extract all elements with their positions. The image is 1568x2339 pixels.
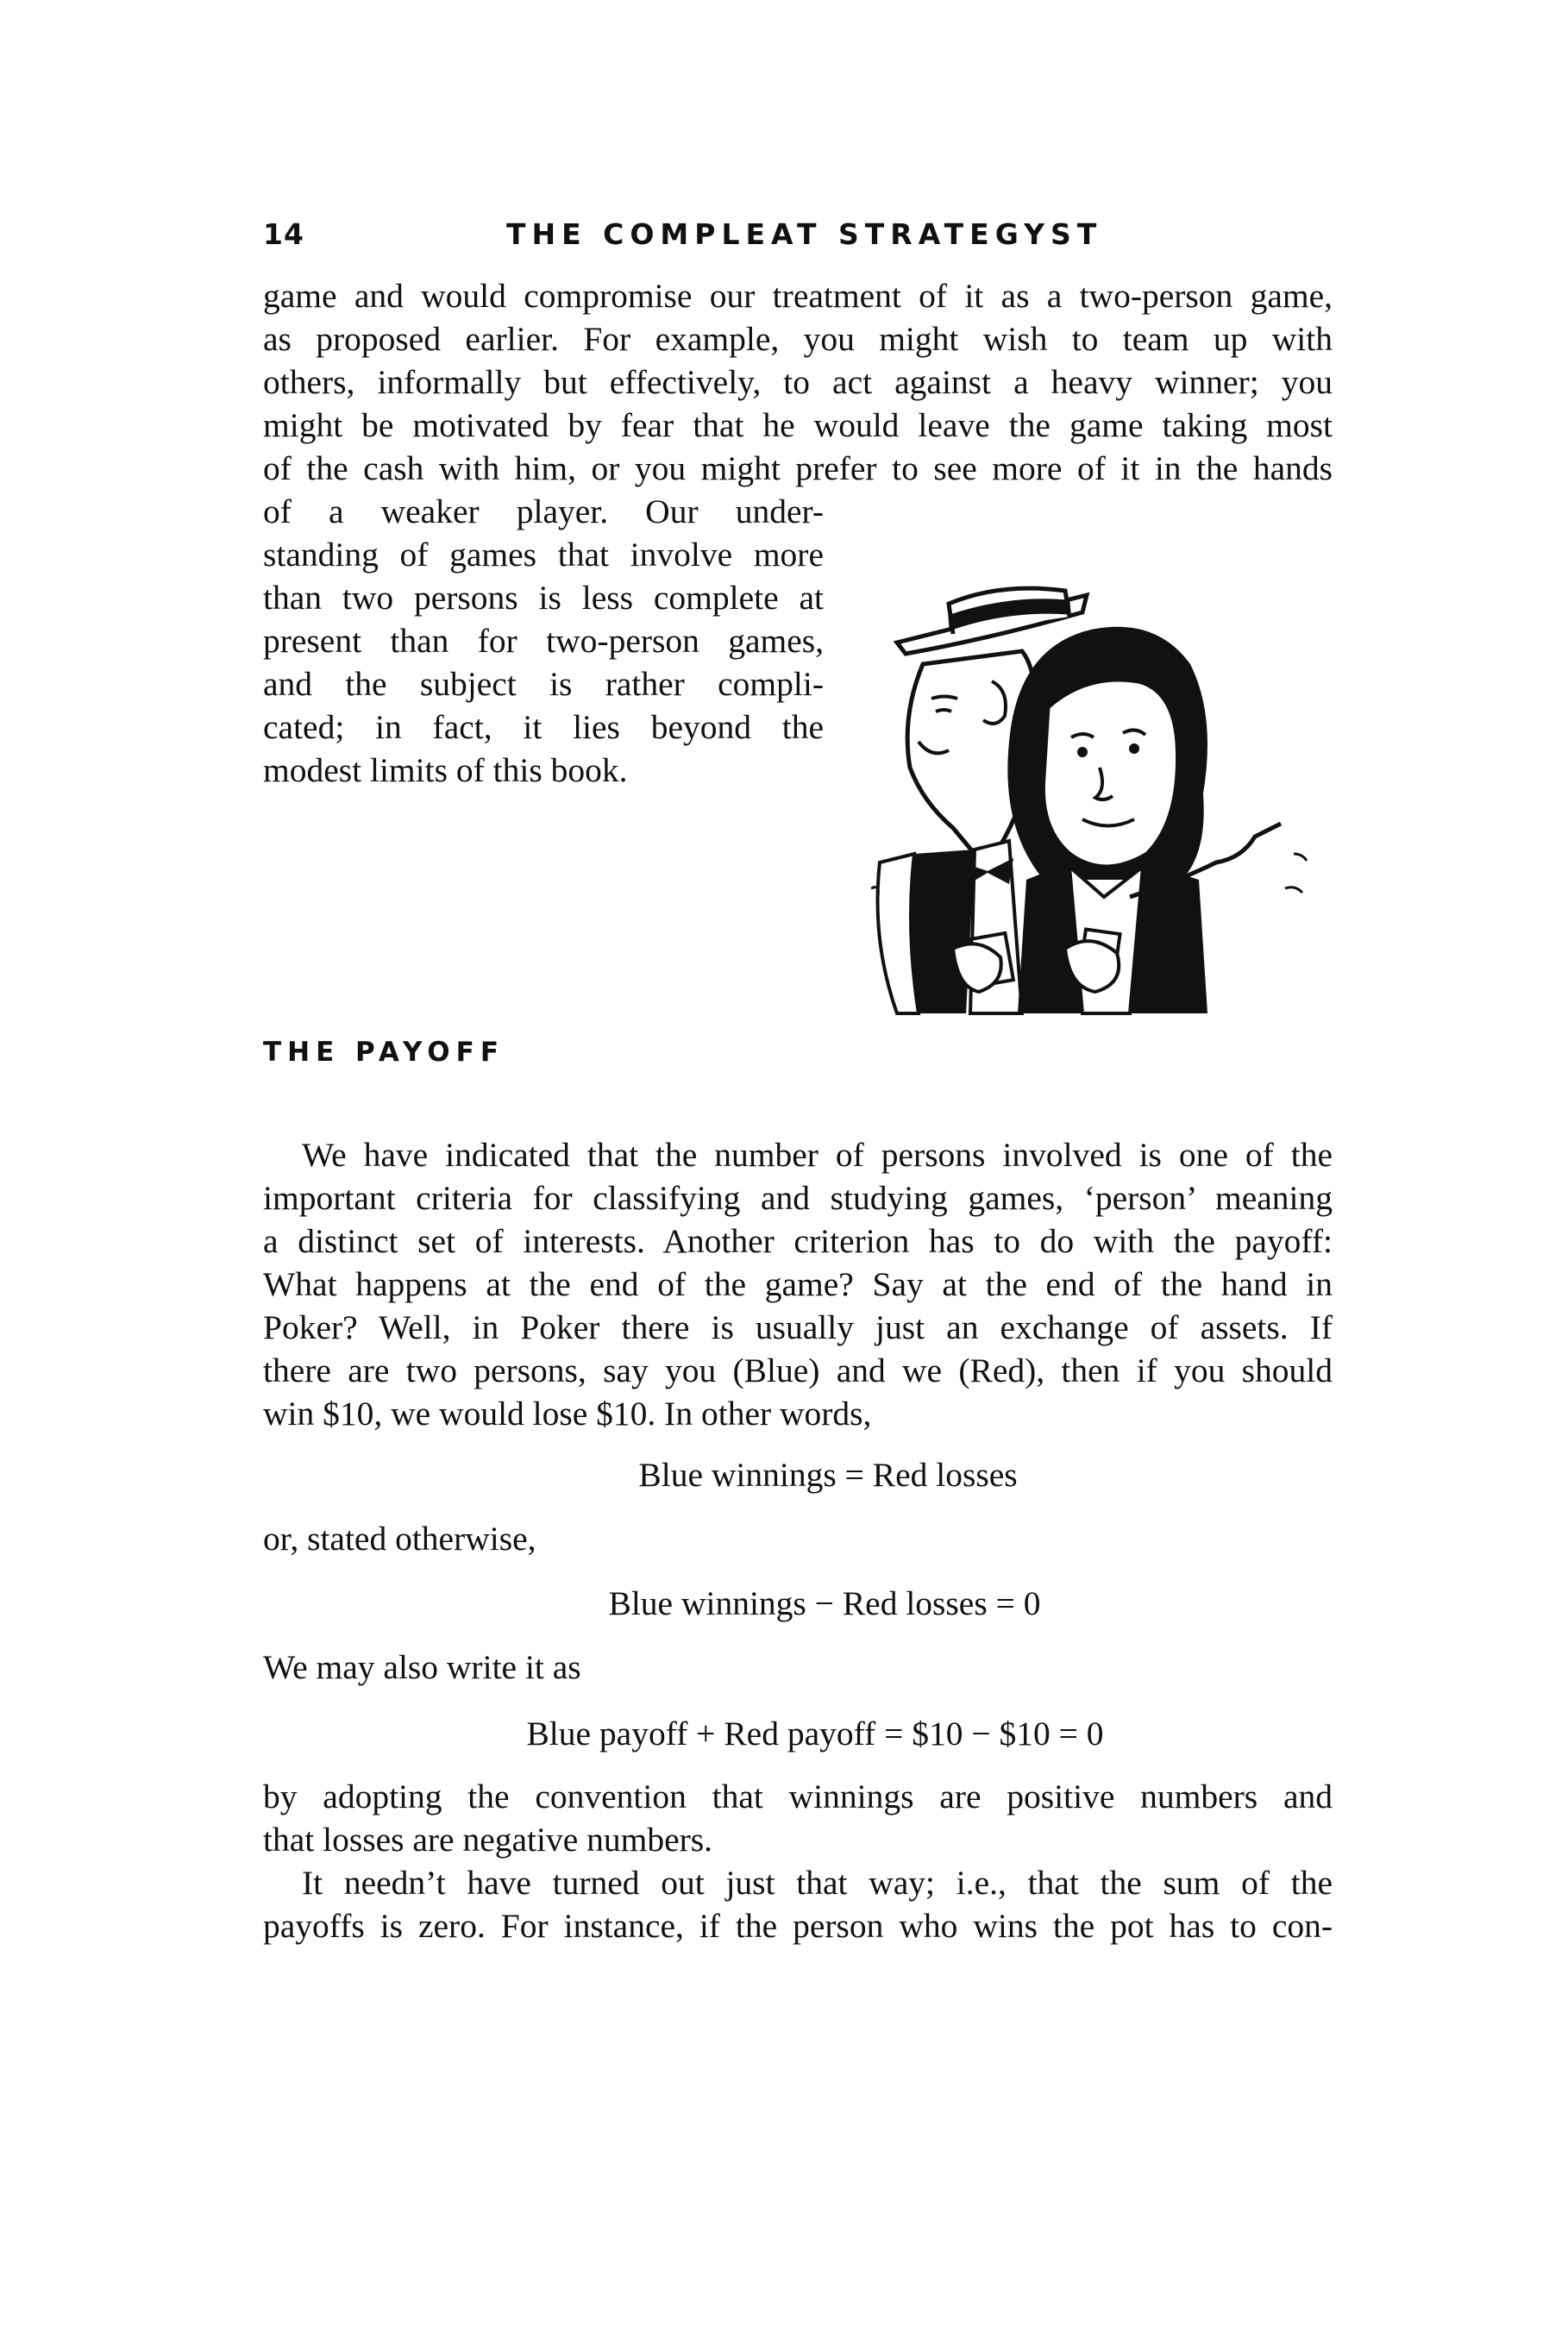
text-line: cated; in fact, it lies beyond the	[263, 708, 824, 746]
equation-2: Blue winnings − Red losses = 0	[608, 1584, 1041, 1622]
text-line: as proposed earlier. For example, you might wish to team up with	[263, 320, 1333, 358]
equation-1: Blue winnings = Red losses	[638, 1456, 1018, 1494]
closing-paragraph	[263, 1775, 1333, 1947]
text-line: It needn’t have turned out just that way; i.e., that the sum of the	[302, 1864, 1333, 1902]
text-line: others, informally but effectively, to act against a heavy winner; you	[263, 363, 1333, 401]
text-line: might be motivated by fear that he would leave the game taking most	[263, 406, 1333, 444]
book-title: THE COMPLEAT STRATEGYST	[506, 217, 1103, 251]
text-line: modest limits of this book.	[263, 751, 628, 789]
text-line: that losses are negative numbers.	[263, 1821, 713, 1859]
section-heading: THE PAYOFF	[263, 1037, 505, 1068]
text-line: than two persons is less complete at	[263, 579, 824, 617]
lead-text: or, stated otherwise,	[263, 1520, 536, 1558]
payoff-paragraph	[263, 1133, 1333, 1435]
text-line: important criteria for classifying and studying games, ‘person’ meaning	[263, 1179, 1333, 1217]
text-line: Poker? Well, in Poker there is usually just an exchange of assets. If	[263, 1308, 1333, 1346]
text-line: We have indicated that the number of persons involved is one of the	[302, 1136, 1333, 1174]
text-line: game and would compromise our treatment of it as a two-person game,	[263, 277, 1333, 315]
page-number: 14	[263, 217, 304, 251]
text-line: of a weaker player. Our under-	[263, 492, 824, 530]
running-head	[263, 217, 1333, 259]
text-line: and the subject is rather compli-	[263, 665, 824, 703]
text-line: standing of games that involve more	[263, 536, 824, 574]
text-line: What happens at the end of the game? Say at the end of the hand in	[263, 1265, 1333, 1303]
text-line: a distinct set of interests. Another criterion has to do with the payoff:	[263, 1222, 1333, 1260]
text-line: payoffs is zero. For instance, if the person who wins the pot has to con-	[263, 1907, 1333, 1945]
wrapped-paragraph	[263, 490, 824, 792]
intro-paragraph	[263, 274, 1333, 490]
two-poker-players-illustration	[871, 569, 1320, 1018]
text-line: present than for two-person games,	[263, 622, 824, 660]
text-line: there are two persons, say you (Blue) and we (Red), then if you should	[263, 1351, 1333, 1389]
text-line: by adopting the convention that winnings are positive numbers and	[263, 1778, 1333, 1815]
text-line: win $10, we would lose $10. In other words,	[263, 1395, 872, 1433]
text-line: of the cash with him, or you might prefer to see more of it in the hands	[263, 449, 1333, 487]
lead-text: We may also write it as	[263, 1648, 581, 1686]
equation-3: Blue payoff + Red payoff = $10 − $10 = 0	[526, 1715, 1104, 1753]
